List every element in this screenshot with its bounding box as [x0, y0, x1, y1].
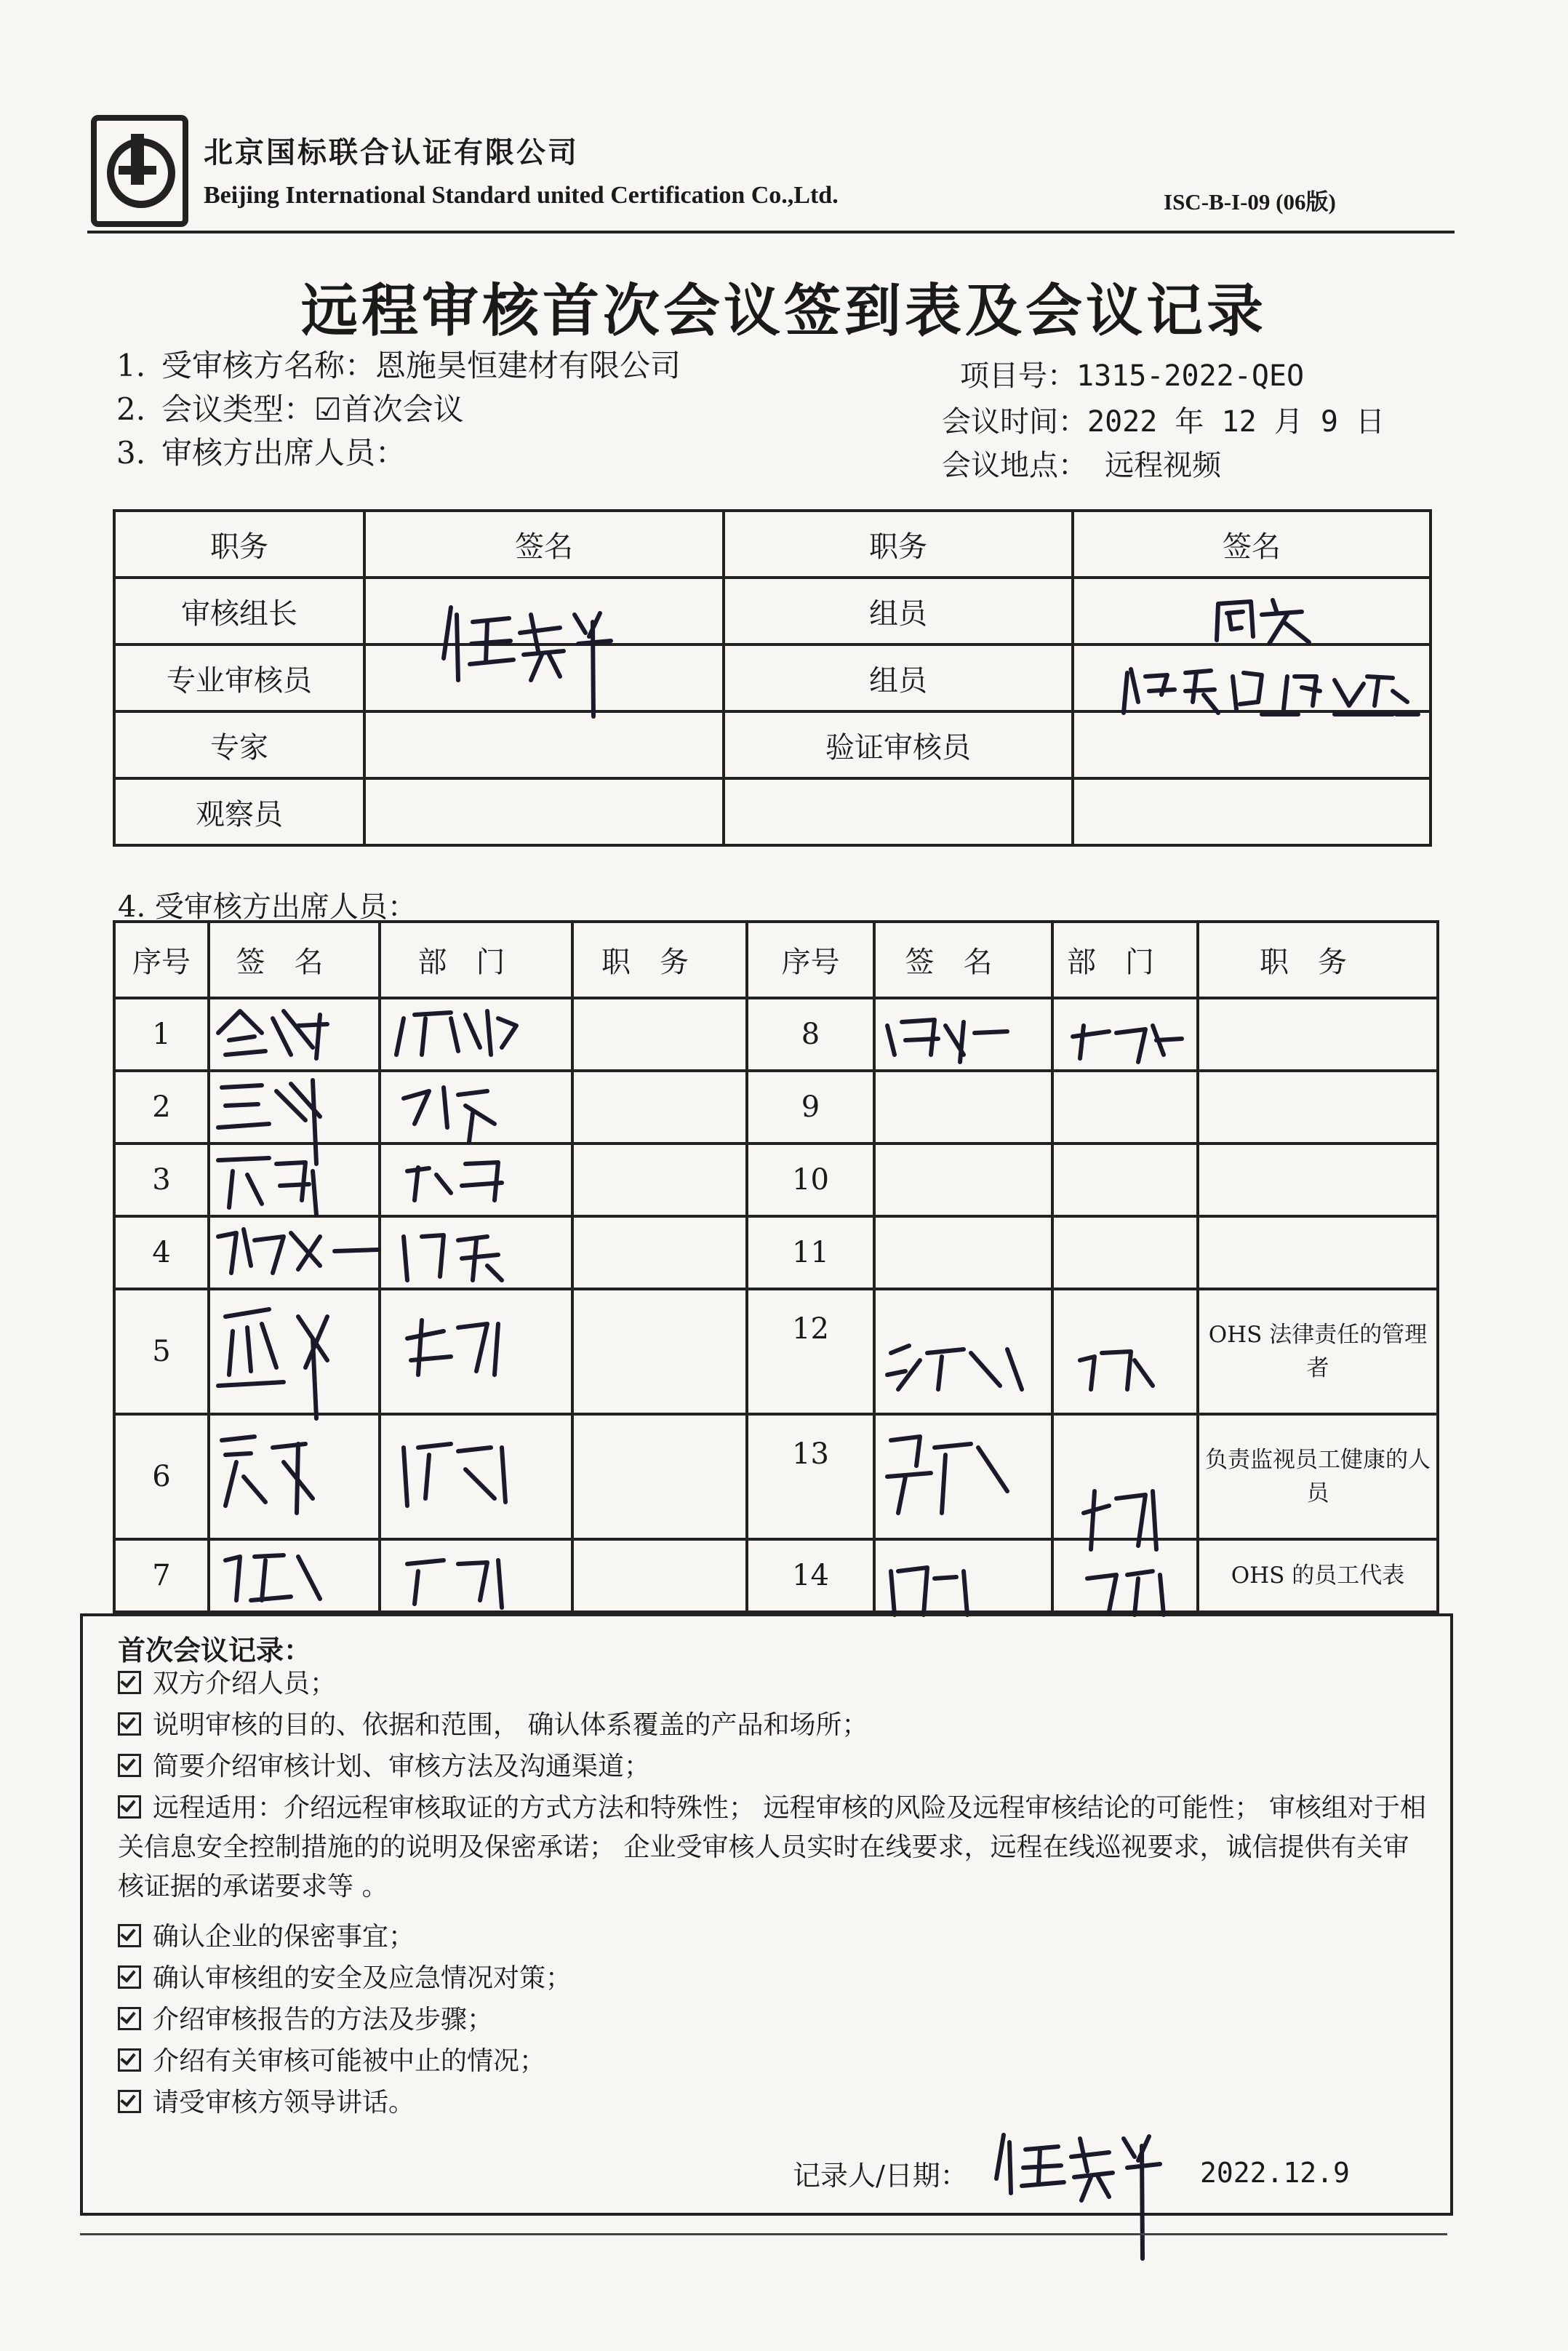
recorder-label: 记录人/日期：: [793, 2160, 968, 2192]
record-date: 2022.12.9: [1200, 2157, 1350, 2189]
header-cell: 职务: [114, 511, 364, 578]
signature-cell: [1073, 711, 1431, 778]
role-cell: 专业审核员: [114, 644, 364, 711]
header-cell: 职务: [724, 511, 1073, 578]
checkbox-checked-icon: [118, 1712, 141, 1736]
table-header-row: [114, 511, 1431, 578]
table-row: [114, 578, 1431, 644]
signature-cell: [874, 1071, 1052, 1143]
signature-cell: [209, 1289, 380, 1414]
meeting-time: 会议时间：2022 年 12 月 9 日: [942, 405, 1385, 439]
header-cell: 序号: [114, 922, 209, 998]
department-cell: [380, 1539, 572, 1612]
auditee-attendance-table: [113, 920, 1439, 1613]
record-item: 确认审核组的安全及应急情况对策；: [118, 1959, 1427, 1998]
department-cell: [1052, 998, 1198, 1071]
department-cell: [380, 1289, 572, 1414]
role-cell: 审核组长: [114, 578, 364, 644]
checkbox-checked-icon: [118, 1795, 141, 1819]
table-row: [114, 644, 1431, 711]
info-line-3: 3. 审核方出席人员：: [116, 435, 407, 471]
checkbox-checked-icon: [118, 2048, 141, 2072]
duty-cell: 负责监视员工健康的人员: [1198, 1414, 1438, 1539]
department-cell: [1052, 1539, 1198, 1612]
role-cell: [724, 778, 1073, 845]
record-item: 远程适用：介绍远程审核取证的方式方法和特殊性； 远程审核的风险及远程审核结论的可能性； 审核组对于相关信息安全控制措施的的说明及保密承诺； 企业受审核人员实时在线要求，远程在线巡视要求，诚信提供有关审核证据的承诺要求等 。: [118, 1793, 1426, 1901]
row-number: 6: [114, 1414, 209, 1539]
duty-cell: OHS 法律责任的管理者: [1198, 1289, 1438, 1414]
signature-cell: [364, 778, 724, 845]
info-line-2: 2. 会议类型：☑首次会议: [116, 391, 464, 427]
section-auditee-heading: 4. 受审核方出席人员：: [118, 890, 417, 924]
checkbox-checked-icon: [118, 2007, 141, 2030]
row-number: 8: [747, 998, 874, 1071]
duty-cell: [572, 1216, 747, 1289]
table-row: [114, 1539, 1438, 1612]
signature-cell: [874, 998, 1052, 1071]
duty-cell: [572, 1071, 747, 1143]
header-cell: 签名: [1073, 511, 1431, 578]
header-divider: [87, 231, 1455, 233]
row-number: 12: [747, 1289, 874, 1414]
signature-cell: [209, 998, 380, 1071]
signature-cell: [874, 1414, 1052, 1539]
record-item: 介绍有关审核可能被中止的情况；: [118, 2042, 1427, 2081]
table-row: [114, 711, 1431, 778]
row-number: 7: [114, 1539, 209, 1612]
company-name-cn: 北京国标联合认证有限公司: [204, 135, 579, 169]
signature-cell: [1073, 578, 1431, 644]
record-item: 简要介绍审核计划、审核方法及沟通渠道；: [118, 1747, 1427, 1787]
project-number: 项目号：1315-2022-QEO: [960, 359, 1305, 393]
checkbox-checked-icon: [118, 1754, 141, 1777]
signature-cell: [364, 644, 724, 711]
row-number: 9: [747, 1071, 874, 1143]
record-item: 请受审核方领导讲话。: [118, 2083, 1427, 2123]
footer-divider: [80, 2233, 1447, 2235]
record-item: 确认企业的保密事宜；: [118, 1917, 1427, 1957]
department-cell: [380, 1414, 572, 1539]
header-cell: 签名: [364, 511, 724, 578]
record-item: 双方介绍人员；: [118, 1664, 1427, 1704]
duty-cell: [1198, 1071, 1438, 1143]
checkbox-checked-icon: [118, 1924, 141, 1947]
signature-cell: [874, 1539, 1052, 1612]
duty-cell: [1198, 1216, 1438, 1289]
header-cell: 职务: [572, 922, 747, 998]
row-number: 10: [747, 1143, 874, 1216]
row-number: 1: [114, 998, 209, 1071]
table-row: [114, 1414, 1438, 1539]
row-number: 5: [114, 1289, 209, 1414]
signature-cell: [209, 1143, 380, 1216]
duty-cell: [572, 1539, 747, 1612]
checkbox-checked-icon: [118, 1671, 141, 1694]
table-row: [114, 998, 1438, 1071]
table-row: [114, 778, 1431, 845]
info-line-1: 1. 受审核方名称：恩施昊恒建材有限公司: [116, 348, 681, 383]
signature-cell: [874, 1216, 1052, 1289]
header-cell: 部门: [380, 922, 572, 998]
signature-cell: [209, 1071, 380, 1143]
header-cell: 部门: [1052, 922, 1198, 998]
department-cell: [1052, 1143, 1198, 1216]
signature-cell: [364, 578, 724, 644]
role-cell: 验证审核员: [724, 711, 1073, 778]
record-item: 介绍审核报告的方法及步骤；: [118, 2000, 1427, 2040]
duty-cell: [572, 1289, 747, 1414]
role-cell: 专家: [114, 711, 364, 778]
row-number: 4: [114, 1216, 209, 1289]
signature-cell: [874, 1289, 1052, 1414]
signature-cell: [364, 711, 724, 778]
department-cell: [380, 998, 572, 1071]
duty-cell: [572, 1414, 747, 1539]
department-cell: [1052, 1414, 1198, 1539]
signature-cell: [1073, 778, 1431, 845]
company-logo: [91, 115, 188, 227]
table-header-row: [114, 922, 1438, 998]
record-title: 首次会议记录：: [118, 1634, 312, 1667]
signature-cell: [209, 1539, 380, 1612]
row-number: 14: [747, 1539, 874, 1612]
checkbox-checked-icon: [118, 2090, 141, 2113]
duty-cell: [1198, 998, 1438, 1071]
duty-cell: OHS 的员工代表: [1198, 1539, 1438, 1612]
duty-cell: [1198, 1143, 1438, 1216]
duty-cell: [572, 998, 747, 1071]
department-cell: [380, 1216, 572, 1289]
department-cell: [1052, 1071, 1198, 1143]
signature-cell: [209, 1414, 380, 1539]
row-number: 11: [747, 1216, 874, 1289]
role-cell: 组员: [724, 578, 1073, 644]
record-item: 说明审核的目的、依据和范围， 确认体系覆盖的产品和场所；: [118, 1706, 1427, 1745]
form-code: ISC-B-I-09 (06版): [1164, 189, 1336, 215]
document-title: 远程审核首次会议签到表及会议记录: [300, 279, 1267, 344]
table-row: [114, 1216, 1438, 1289]
duty-cell: [572, 1143, 747, 1216]
header-cell: 职务: [1198, 922, 1438, 998]
header-cell: 签名: [874, 922, 1052, 998]
department-cell: [1052, 1289, 1198, 1414]
auditor-attendance-table: [113, 509, 1432, 847]
row-number: 2: [114, 1071, 209, 1143]
company-name-en: Beijing International Standard united Certification Co.,Ltd.: [204, 182, 839, 209]
row-number: 3: [114, 1143, 209, 1216]
header-cell: 签名: [209, 922, 380, 998]
signature-cell: [1073, 644, 1431, 711]
signature-cell: [209, 1216, 380, 1289]
meeting-place: 会议地点： 远程视频: [942, 449, 1222, 482]
row-number: 13: [747, 1414, 874, 1539]
table-row: [114, 1143, 1438, 1216]
department-cell: [380, 1143, 572, 1216]
header-cell: 序号: [747, 922, 874, 998]
meeting-record-box: [80, 1613, 1453, 2216]
checkbox-checked-icon: [118, 1965, 141, 1989]
role-cell: 观察员: [114, 778, 364, 845]
table-row: [114, 1289, 1438, 1414]
department-cell: [1052, 1216, 1198, 1289]
role-cell: 组员: [724, 644, 1073, 711]
department-cell: [380, 1071, 572, 1143]
table-row: [114, 1071, 1438, 1143]
signature-cell: [874, 1143, 1052, 1216]
